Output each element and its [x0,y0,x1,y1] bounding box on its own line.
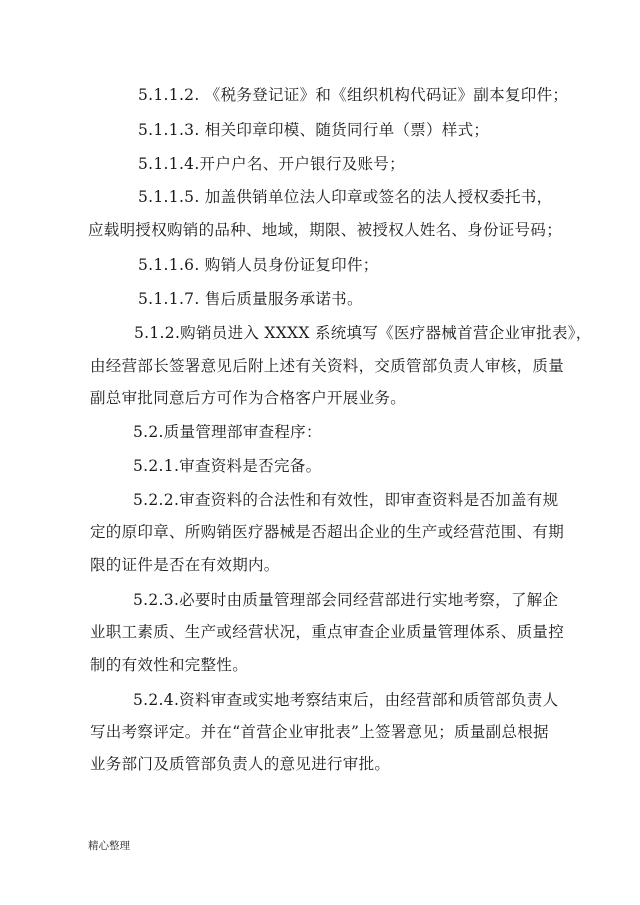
paragraph-line: 业务部门及质管部负责人的意见进行审批。 [90,755,391,773]
paragraph-line: 5.2.3.必要时由质量管理部会同经营部进行实地考察，了解企 [133,591,559,609]
paragraph-line: 5.2.4.资料审查或实地考察结束后，由经营部和质管部负责人 [133,691,559,709]
paragraph-line: 5.1.1.6. 购销人员身份证复印件； [138,256,379,274]
section-heading: 5.2.质量管理部审查程序： [133,423,322,441]
paragraph-line: 5.2.2.审查资料的合法性和有效性，即审查资料是否加盖有规 [133,491,559,509]
paragraph-line: 5.1.2.购销员进入 XXXX 系统填写《医疗器械首营企业审批表》， [134,324,592,342]
paragraph-line: 5.1.1.3. 相关印章印模、随货同行单（票）样式； [138,121,490,139]
paragraph-line: 5.2.1.审查资料是否完备。 [133,457,322,475]
paragraph-line: 5.1.1.7. 售后质量服务承诺书。 [138,290,363,308]
paragraph-line: 由经营部长签署意见后附上述有关资料，交质管部负责人审核，质量 [90,357,565,375]
paragraph-line: 定的原印章、所购销医疗器械是否超出企业的生产或经营范围、有期 [90,523,565,541]
paragraph-line: 副总审批同意后方可作为合格客户开展业务。 [90,389,407,407]
paragraph-line: 应载明授权购销的品种、地域，期限、被授权人姓名、身份证号码； [88,221,563,239]
paragraph-line: 5.1.1.2. 《税务登记证》和《组织机构代码证》副本复印件； [138,86,569,104]
footer-note: 精心整理 [88,840,130,852]
paragraph-line: 5.1.1.5. 加盖供销单位法人印章或签名的法人授权委托书， [138,188,553,206]
paragraph-line: 制的有效性和完整性。 [90,656,249,674]
paragraph-line: 写出考察评定。并在“首营企业审批表”上签署意见；质量副总根据 [90,723,549,741]
paragraph-line: 业职工素质、生产或经营状况，重点审查企业质量管理体系、质量控 [90,623,565,641]
paragraph-line: 5.1.1.4.开户户名、开户银行及账号； [138,155,405,173]
paragraph-line: 限的证件是否在有效期内。 [90,556,280,574]
